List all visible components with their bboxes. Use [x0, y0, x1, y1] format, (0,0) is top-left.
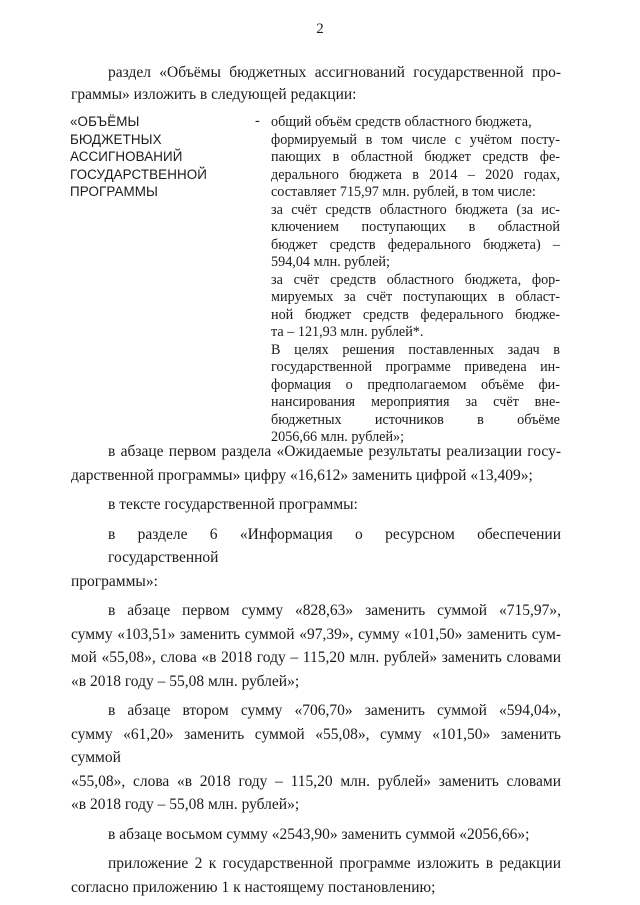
passport-label-line: ПРОГРАММЫ: [70, 184, 158, 199]
passport-value-line: В целях решения поставленных задач в: [271, 341, 560, 358]
passport-value-line: ключением поступающих в областной: [271, 219, 560, 235]
passport-value-line: за счёт средств областного бюджета, фор-: [271, 271, 560, 288]
passport-value-line: общий объём средств областного бюджета,: [271, 114, 532, 130]
passport-value-line: составляет 715,97 млн. рублей, в том числе:: [271, 184, 536, 200]
passport-section-value: [271, 114, 560, 447]
body-line: в абзаце первом раздела «Ожидаемые результаты реализации госу-: [108, 443, 561, 460]
intro-line: раздел «Объёмы бюджетных ассигнований государственной про-: [108, 64, 561, 81]
passport-section-label: [70, 113, 240, 201]
body-line: «в 2018 году – 55,08 млн. рублей»;: [71, 796, 300, 813]
passport-value-line: за счёт средств областного бюджета (за ис-: [271, 201, 560, 218]
passport-value-line: та – 121,93 млн. рублей*.: [271, 324, 424, 340]
body-line: в абзаце втором сумму «706,70» заменить суммой «594,04»,: [108, 702, 561, 719]
passport-dash: -: [255, 113, 260, 129]
passport-value-line: государственной программе приведена ин-: [271, 359, 560, 375]
body-line: в абзаце восьмом сумму «2543,90» заменить суммой «2056,66»;: [108, 825, 530, 843]
body-line: в разделе 6 «Информация о ресурсном обеспечении государственной: [108, 525, 561, 566]
passport-value-line: нансирования мероприятия за счёт вне-: [271, 394, 560, 410]
passport-value-line: пающих в областной бюджет средств фе-: [271, 149, 560, 165]
body-line: сумму «61,20» заменить суммой «55,08», сумму «101,50» заменить суммой: [71, 725, 561, 766]
body-line: сумму «103,51» заменить суммой «97,39», сумму «101,50» заменить сум-: [71, 625, 561, 643]
passport-value-line: дерального бюджета в 2014 – 2020 годах,: [271, 166, 560, 183]
passport-label-line: АССИГНОВАНИЙ: [70, 149, 183, 164]
body-line: программы»:: [71, 572, 158, 590]
body-line: согласно приложению 1 к настоящему постановлению;: [71, 878, 436, 896]
passport-value-line: бюджетных источников в объёме: [271, 411, 560, 428]
amendments-body: [71, 440, 561, 899]
body-line: в абзаце первом сумму «828,63» заменить суммой «715,97»,: [108, 602, 561, 619]
intro-paragraph: [71, 62, 561, 106]
passport-value-line: 2056,66 млн. рублей»;: [271, 429, 405, 445]
passport-label-line: ГОСУДАРСТВЕННОЙ: [70, 166, 207, 182]
intro-line: граммы» изложить в следующей редакции:: [71, 86, 357, 103]
passport-label-line: БЮДЖЕТНЫХ: [70, 131, 162, 147]
body-line: приложение 2 к государственной программе изложить в редакции: [108, 855, 561, 872]
passport-label-line: «ОБЪЁМЫ: [70, 114, 140, 129]
passport-value-line: формация о предполагаемом объёме фи-: [271, 376, 560, 393]
passport-value-line: бюджет средств федерального бюджета) –: [271, 236, 560, 253]
passport-value-line: 594,04 млн. рублей;: [271, 254, 390, 270]
body-line: «в 2018 году – 55,08 млн. рублей»;: [71, 672, 300, 690]
body-line: мой «55,08», слова «в 2018 году – 115,20 млн. рублей» заменить словами: [71, 649, 561, 666]
passport-value-line: формируемый в том числе с учётом посту-: [271, 131, 560, 148]
passport-value-line: ной бюджет средств федерального бюдже-: [271, 306, 560, 323]
body-line: «55,08», слова «в 2018 году – 115,20 млн. рублей» заменить словами: [71, 772, 561, 790]
page-number: 2: [316, 21, 324, 37]
passport-value-line: мируемых за счёт поступающих в област-: [271, 289, 560, 305]
body-line: в тексте государственной программы:: [108, 496, 358, 513]
body-line: дарственной программы» цифру «16,612» заменить цифрой «13,409»;: [71, 466, 533, 484]
